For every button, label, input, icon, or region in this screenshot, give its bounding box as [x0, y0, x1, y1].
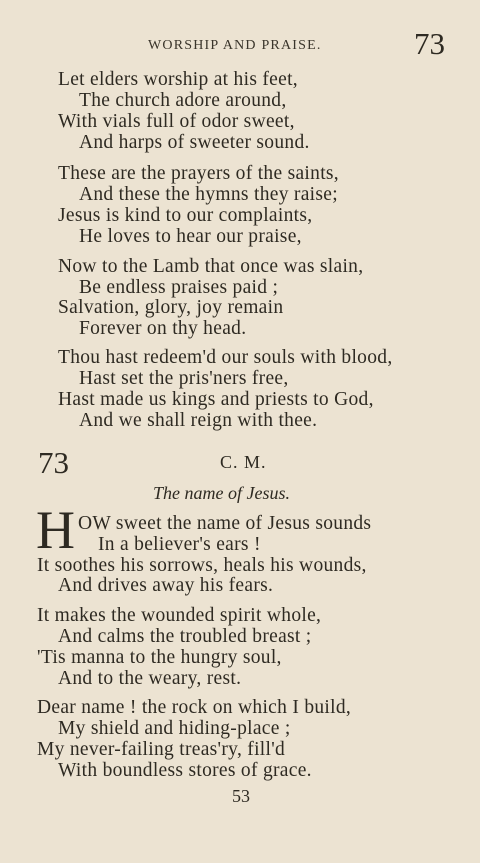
verse-line: And calms the troubled breast ;	[58, 626, 312, 647]
verse-line: My never-failing treas'ry, fill'd	[37, 739, 286, 760]
verse-line: It soothes his sorrows, heals his wounds,	[37, 555, 367, 576]
verse-line: Salvation, glory, joy remain	[58, 297, 284, 318]
hymn-meter: C. M.	[220, 452, 267, 472]
verse-line: Dear name ! the rock on which I build,	[37, 697, 352, 718]
running-head: WORSHIP AND PRAISE.	[148, 38, 322, 53]
verse-line: These are the prayers of the saints,	[58, 163, 339, 184]
verse-line: My shield and hiding-place ;	[58, 718, 291, 739]
verse-line: And harps of sweeter sound.	[79, 132, 310, 153]
verse-line: The church adore around,	[79, 90, 287, 111]
verse-line: And drives away his fears.	[58, 575, 274, 596]
hymn-number: 73	[38, 445, 69, 480]
verse-line: And we shall reign with thee.	[79, 410, 318, 431]
verse-line: 'Tis manna to the hungry soul,	[37, 647, 282, 668]
verse-line: With vials full of odor sweet,	[58, 111, 295, 132]
verse-line: Hast set the pris'ners free,	[79, 368, 289, 389]
verse-line: It makes the wounded spirit whole,	[37, 605, 322, 626]
verse-line: Let elders worship at his feet,	[58, 69, 298, 90]
verse-line: OW sweet the name of Jesus sounds	[78, 513, 372, 534]
verse-line: In a believer's ears !	[98, 534, 261, 555]
verse-line: Thou hast redeem'd our souls with blood,	[58, 347, 393, 368]
page-number: 53	[232, 786, 250, 806]
verse-line: Forever on thy head.	[79, 318, 247, 339]
hymn-title: The name of Jesus.	[153, 483, 290, 503]
verse-line: Be endless praises paid ;	[79, 277, 279, 298]
verse-line: Hast made us kings and priests to God,	[58, 389, 374, 410]
drop-cap: H	[36, 500, 75, 560]
verse-line: He loves to hear our praise,	[79, 226, 302, 247]
page-label: 73	[414, 26, 445, 61]
verse-line: Jesus is kind to our complaints,	[58, 205, 313, 226]
verse-line: And these the hymns they raise;	[79, 184, 338, 205]
verse-line: And to the weary, rest.	[58, 668, 242, 689]
verse-line: With boundless stores of grace.	[58, 760, 312, 781]
verse-line: Now to the Lamb that once was slain,	[58, 256, 364, 277]
